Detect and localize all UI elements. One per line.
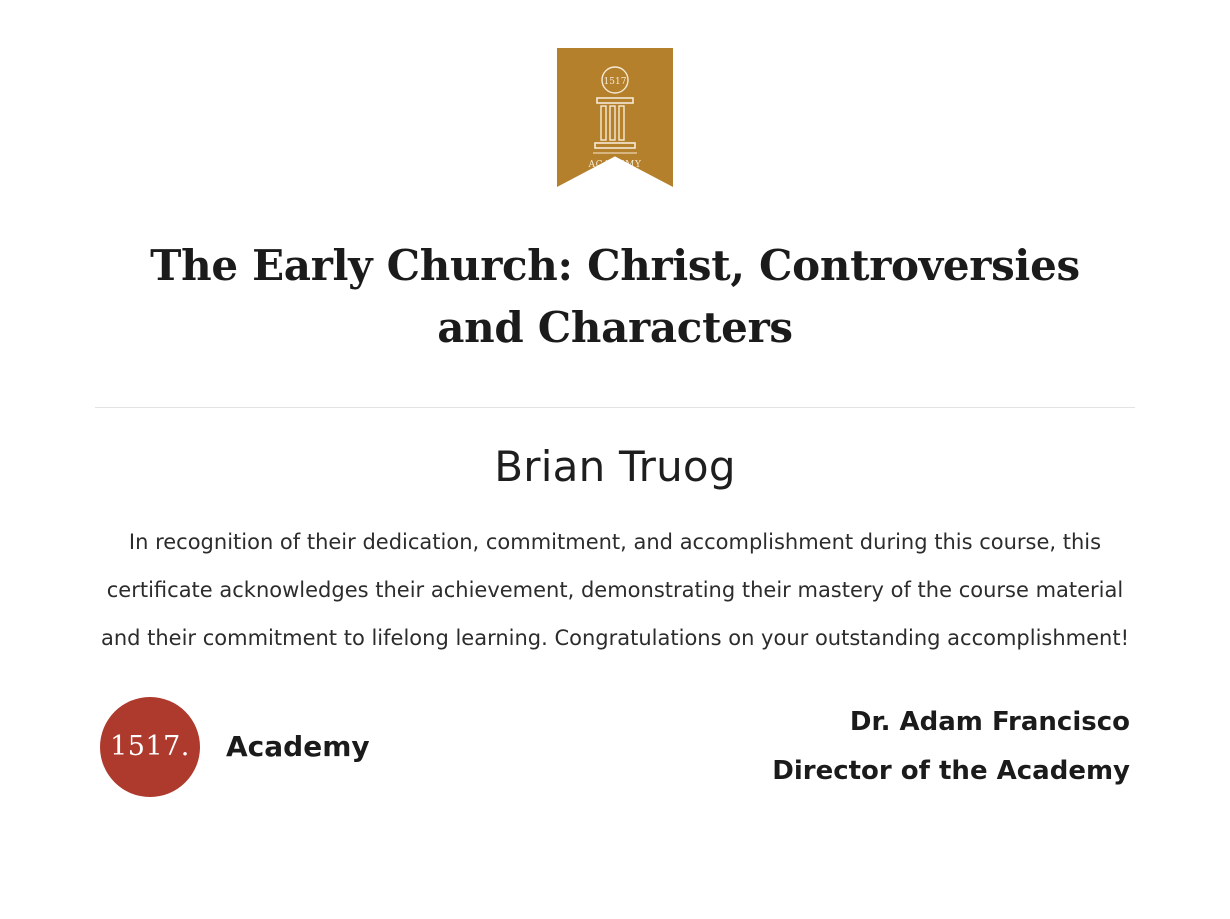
course-title: The Early Church: Christ, Controversies and Characters [150, 241, 1080, 353]
ribbon-shape [557, 48, 673, 187]
brand-block [100, 697, 370, 797]
recipient-name: Brian Truog [494, 442, 736, 492]
signatory-name: Dr. Adam Francisco [849, 706, 1130, 737]
signature-block [772, 703, 1130, 791]
1517-academy-ribbon-icon [557, 48, 673, 187]
seal-icon: 1517. [100, 697, 200, 797]
academy-logo [557, 48, 673, 187]
certificate-body-text: In recognition of their dedication, commitment, and accomplishment during this course, this certificate acknowledges their achievement, demonstrating their mastery of the course material and their commitment to lifelong learning. Congratulations on your outstanding accomplishment! [100, 530, 1130, 651]
section-divider [95, 407, 1135, 408]
svg-text:ACADEMY: ACADEMY [588, 160, 642, 170]
brand-name: Academy [226, 730, 370, 764]
signatory-role: Director of the Academy [772, 755, 1130, 786]
svg-text:1517: 1517 [603, 77, 627, 87]
certificate-footer [100, 697, 1130, 797]
